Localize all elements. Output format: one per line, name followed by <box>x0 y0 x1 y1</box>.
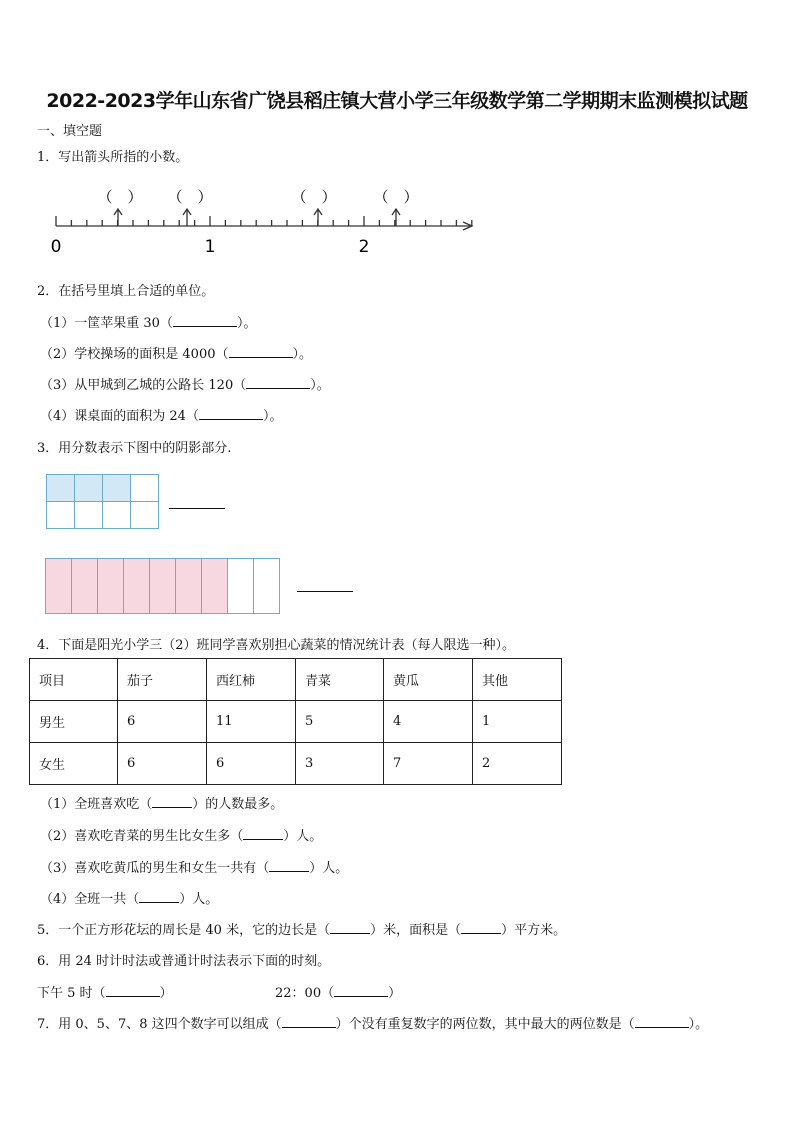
table-cell: 6 <box>118 743 207 785</box>
grid-cell <box>75 502 103 529</box>
answer-blank[interactable] <box>282 1015 336 1028</box>
fraction-grid-blue <box>46 474 159 529</box>
answer-blank[interactable] <box>173 314 237 327</box>
question-3-stem: 3．用分数表示下图中的阴影部分. <box>37 441 232 456</box>
answer-blank[interactable] <box>635 1015 689 1028</box>
table-cell: 4 <box>384 701 473 743</box>
question-4-stem: 4．下面是阳光小学三（2）班同学喜欢别担心蔬菜的情况统计表（每人限选一种）。 <box>37 638 516 653</box>
table-cell: 女生 <box>30 743 118 785</box>
vegetable-stats-table <box>29 658 562 785</box>
item-text: ）人。 <box>179 892 219 907</box>
question-6-stem: 6．用 24 时计时法或普通计时法表示下面的时刻。 <box>37 954 331 969</box>
arrow-up-icon <box>314 209 322 226</box>
grid-cell-shaded <box>124 559 150 614</box>
answer-blank[interactable] <box>246 376 310 389</box>
answer-bracket[interactable]: （ ） <box>97 188 143 206</box>
table-header-row <box>30 659 562 701</box>
question-text: ） <box>159 986 173 1001</box>
question-5 <box>37 919 566 938</box>
item-text: ）人。 <box>283 829 323 844</box>
item-text: （2）学校操场的面积是 4000（ <box>40 347 229 362</box>
item-text: ）。 <box>262 409 283 424</box>
item-text: （2）喜欢吃青菜的男生比女生多（ <box>40 829 244 844</box>
table-header-cell: 茄子 <box>118 659 207 701</box>
grid-cell-shaded <box>47 475 75 502</box>
answer-blank[interactable] <box>334 984 388 997</box>
question-2-item <box>40 312 256 331</box>
table-cell: 1 <box>473 701 562 743</box>
table-header-cell: 青菜 <box>296 659 384 701</box>
answer-blank[interactable] <box>152 795 192 808</box>
answer-bracket[interactable]: （ ） <box>291 188 337 206</box>
question-2-item <box>40 343 312 362</box>
grid-cell <box>47 502 75 529</box>
table-header-cell: 黄瓜 <box>384 659 473 701</box>
question-2-item <box>40 405 282 424</box>
table-cell: 11 <box>207 701 296 743</box>
table-cell: 男生 <box>30 701 118 743</box>
grid-cell <box>228 559 254 614</box>
section-heading: 一、填空题 <box>37 124 103 139</box>
answer-blank[interactable] <box>139 890 179 903</box>
item-text: （3）喜欢吃黄瓜的男生和女生一共有（ <box>40 861 270 876</box>
answer-bracket[interactable]: （ ） <box>167 188 213 206</box>
arrow-up-icon <box>183 209 191 226</box>
grid-cell <box>103 502 131 529</box>
item-text: ）。 <box>292 347 313 362</box>
question-7 <box>37 1013 708 1032</box>
question-2-stem: 2．在括号里填上合适的单位。 <box>37 284 215 299</box>
table-header-cell: 其他 <box>473 659 562 701</box>
grid-cell-shaded <box>46 559 72 614</box>
answer-blank[interactable] <box>229 345 293 358</box>
grid-cell-shaded <box>75 475 103 502</box>
tick-label: 2 <box>358 237 370 257</box>
grid-cell-shaded <box>202 559 228 614</box>
question-text: 下午 5 时（ <box>37 986 106 1001</box>
grid-cell <box>131 502 159 529</box>
answer-blank[interactable] <box>243 827 283 840</box>
table-cell: 7 <box>384 743 473 785</box>
answer-blank[interactable] <box>199 407 263 420</box>
table-header-cell: 项目 <box>30 659 118 701</box>
table-cell: 6 <box>207 743 296 785</box>
item-text: （4）全班一共（ <box>40 892 140 907</box>
arrow-up-icon <box>114 209 122 226</box>
answer-bracket[interactable]: （ ） <box>373 188 419 206</box>
table-cell: 3 <box>296 743 384 785</box>
question-text: 5．一个正方形花坛的周长是 40 米，它的边长是（ <box>37 923 331 938</box>
question-text: ）平方米。 <box>501 923 567 938</box>
question-2-item <box>40 374 330 393</box>
number-line-figure <box>40 182 490 260</box>
question-text: ）米，面积是（ <box>370 923 462 938</box>
grid-cell-shaded <box>150 559 176 614</box>
table-row <box>30 701 562 743</box>
question-text: ）个没有重复数字的两位数，其中最大的两位数是（ <box>335 1017 635 1032</box>
tick-label: 0 <box>50 237 62 257</box>
question-6-right <box>275 982 401 1001</box>
grid-cell <box>131 475 159 502</box>
question-4-item <box>40 888 218 907</box>
question-4-item <box>40 793 283 812</box>
question-text: ）。 <box>688 1017 709 1032</box>
answer-blank[interactable] <box>269 859 309 872</box>
table-cell: 6 <box>118 701 207 743</box>
table-cell: 5 <box>296 701 384 743</box>
question-1-stem: 1．写出箭头所指的小数。 <box>37 150 189 165</box>
tick-label: 1 <box>204 237 216 257</box>
item-text: （4）课桌面的面积为 24（ <box>40 409 199 424</box>
item-text: （1）一筐苹果重 30（ <box>40 316 173 331</box>
grid-cell-shaded <box>72 559 98 614</box>
question-text: ） <box>388 986 402 1001</box>
question-text: 22：00（ <box>275 986 335 1001</box>
item-text: ）人。 <box>309 861 349 876</box>
item-text: ）的人数最多。 <box>192 797 284 812</box>
answer-line[interactable] <box>169 508 225 509</box>
item-text: ）。 <box>310 378 330 393</box>
fraction-grid-pink <box>45 558 280 614</box>
table-cell: 2 <box>473 743 562 785</box>
grid-cell-shaded <box>176 559 202 614</box>
page-title: 2022-2023学年山东省广饶县稻庄镇大营小学三年级数学第二学期期末监测模拟试题 <box>46 90 748 112</box>
item-text: （1）全班喜欢吃（ <box>40 797 153 812</box>
answer-line[interactable] <box>297 591 353 592</box>
grid-cell-shaded <box>98 559 124 614</box>
item-text: （3）从甲城到乙城的公路长 120（ <box>40 378 247 393</box>
grid-cell <box>254 559 280 614</box>
question-text: 7．用 0、5、7、8 这四个数字可以组成（ <box>37 1017 282 1032</box>
table-header-cell: 西红柿 <box>207 659 296 701</box>
question-6-left <box>37 982 173 1001</box>
answer-blank[interactable] <box>461 921 501 934</box>
question-4-item <box>40 857 348 876</box>
table-row <box>30 743 562 785</box>
question-4-item <box>40 825 322 844</box>
arrow-up-icon <box>392 209 400 226</box>
item-text: ）。 <box>236 316 257 331</box>
answer-blank[interactable] <box>106 984 160 997</box>
answer-blank[interactable] <box>330 921 370 934</box>
grid-cell-shaded <box>103 475 131 502</box>
